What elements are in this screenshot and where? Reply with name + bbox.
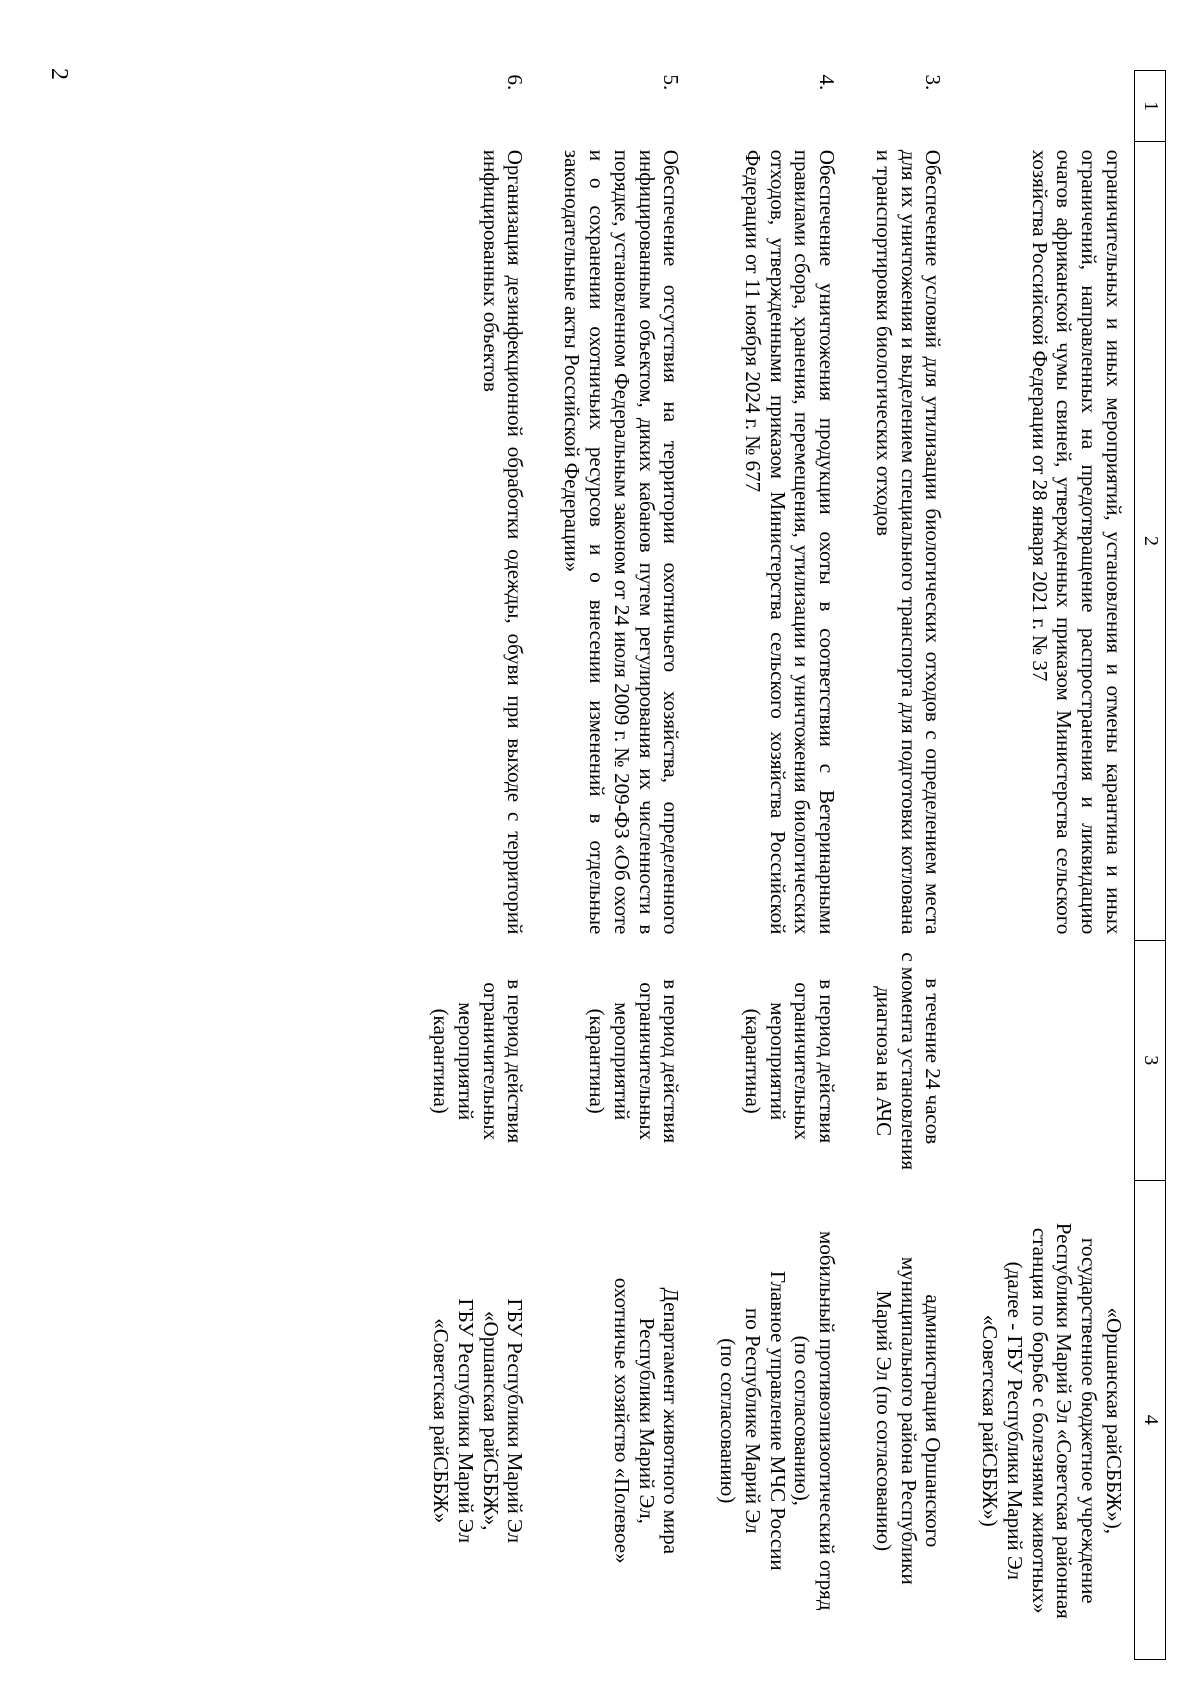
- deadline-line: мероприятий (карантина): [584, 1002, 634, 1121]
- page-number: 2: [46, 68, 72, 80]
- executor-line: Главное управление МЧС России: [765, 1270, 790, 1571]
- executor-line: по Республике Марий Эл: [740, 1308, 765, 1534]
- deadline-line: в течение 24 часов: [921, 978, 946, 1145]
- measure-text: Организация дезинфекционной обработки одежды, обуви при выходе с территорий инфицированных объектов: [478, 149, 528, 935]
- deadline-cell: [541, 940, 697, 1180]
- table-row: [697, 71, 853, 1660]
- deadline-cell: [959, 940, 1134, 1180]
- deadline-cell: [697, 940, 853, 1180]
- executor-line: Марий Эл (по согласованию): [871, 1290, 896, 1552]
- deadline-line: в период действия: [815, 979, 840, 1144]
- deadline-line: мероприятий (карантина): [429, 1002, 478, 1121]
- row-number: 3.: [921, 74, 946, 91]
- deadline-line: ограничительных: [790, 982, 815, 1140]
- executor-line: Республики Марий Эл,: [634, 1317, 659, 1524]
- row-number: 6.: [503, 74, 528, 91]
- table-header-row: [1135, 71, 1166, 1660]
- executor-cell: [697, 1180, 853, 1659]
- table-row: [853, 71, 959, 1660]
- measure-text: ограничительных и иных мероприятий, установления и отмены карантина и иных ограничений, направленных на предотвращение распространения и ликвидацию очагов африканской чумы свиней, утвержденных приказом Министерства сельского хозяйства Российской Федерации от 28 января 2021 г. № 37: [1027, 149, 1126, 935]
- deadline-cell: [853, 940, 959, 1180]
- deadline-line: ограничительных: [634, 982, 659, 1140]
- executor-line: «Советская райСББЖ»): [978, 1314, 1003, 1527]
- executor-line: муниципального района Республики: [896, 1256, 921, 1585]
- executor-line: охотничье хозяйство «Полевое»: [609, 1277, 634, 1564]
- deadline-line: ограничительных: [478, 982, 503, 1140]
- executor-line: (по согласованию),: [790, 1335, 815, 1506]
- column-header-2: 2: [1135, 142, 1166, 941]
- executor-line: «Оршанская райСББЖ»),: [1102, 1307, 1126, 1535]
- row-number: 4.: [815, 74, 840, 91]
- measure-text: Обеспечение условий для утилизации биологических отходов с определением места для их уничтожения и выделением специального транспорта для подготовки котлована и транспортировки биологических отходов: [871, 149, 946, 935]
- executor-cell: [959, 1180, 1134, 1659]
- executor-line: «Советская райСББЖ»: [429, 1318, 454, 1524]
- executor-line: (далее - ГБУ Республики Марий Эл: [1002, 1261, 1027, 1580]
- executor-cell: [853, 1180, 959, 1659]
- executor-line: (по согласованию): [716, 1338, 741, 1504]
- executor-cell: [410, 1180, 541, 1659]
- table-row: [410, 71, 541, 1660]
- executor-line: «Оршанская райСББЖ»,: [478, 1310, 503, 1531]
- deadline-line: в период действия: [503, 979, 528, 1144]
- executor-cell: [541, 1180, 697, 1659]
- measure-text: Обеспечение отсутствия на территории охотничьего хозяйства, определенного инфицированным объектом, диких кабанов путем регулирования их численности в порядке, установленном Федеральным законом от 24 июля 2009 г. № 209-ФЗ «Об охоте и о сохранении охотничьих ресурсов и о внесении изменений в отдельные законодательные акты Российской Федерации»: [560, 149, 684, 935]
- table-row: [541, 71, 697, 1660]
- executor-line: государственное бюджетное учреждение: [1077, 1237, 1102, 1604]
- row-number: [959, 71, 1134, 142]
- table-row: [959, 71, 1134, 1660]
- executor-line: ГБУ Республики Марий Эл: [503, 1298, 528, 1543]
- measures-table: [410, 70, 1166, 1660]
- deadline-cell: [410, 940, 541, 1180]
- executor-line: мобильный противоэпизоотический отряд: [815, 1231, 840, 1611]
- executor-line: ГБУ Республики Марий Эл: [453, 1298, 478, 1543]
- deadline-line: мероприятий (карантина): [740, 1002, 790, 1121]
- measure-text: Обеспечение уничтожения продукции охоты в соответствии с Ветеринарными правилами сбора, хранения, перемещения, утилизации и уничтожения биологических отходов, утвержденными приказом Министерства сельского хозяйства Российской Федерации от 11 ноября 2024 г. № 677: [740, 149, 840, 935]
- executor-line: Департамент животного мира: [659, 1287, 684, 1555]
- deadline-line: диагноза на АЧС: [871, 986, 896, 1137]
- deadline-line: в период действия: [659, 979, 684, 1144]
- column-header-4: 4: [1135, 1180, 1166, 1659]
- column-header-1: 1: [1135, 71, 1166, 142]
- column-header-3: 3: [1135, 940, 1166, 1180]
- deadline-line: с момента установления: [896, 952, 921, 1171]
- executor-line: Республики Марий Эл «Советская районная: [1052, 1222, 1077, 1619]
- executor-line: администрация Оршанского: [921, 1294, 946, 1548]
- row-number: 5.: [659, 74, 684, 91]
- executor-line: станция по борьбе с болезнями животных»: [1027, 1227, 1052, 1614]
